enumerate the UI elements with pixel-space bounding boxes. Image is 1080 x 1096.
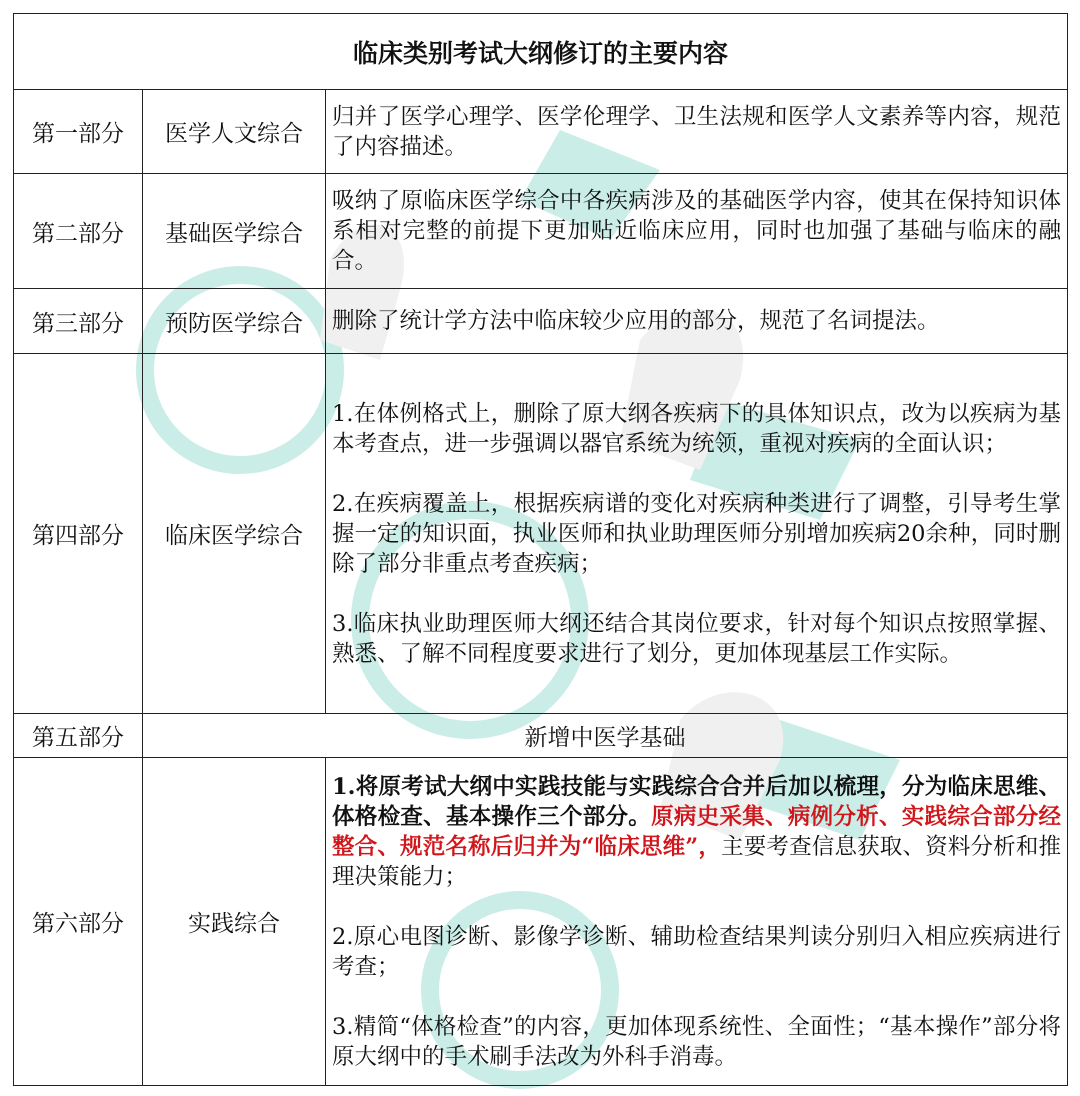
table-row [14, 90, 1068, 174]
paragraph: 3.精简“体格检查”的内容，更加体现系统性、全面性；“基本操作”部分将原大纲中的手术刷手法改为外科手消毒。 [332, 1013, 1062, 1070]
section-description: 归并了医学心理学、医学伦理学、卫生法规和医学人文素养等内容，规范了内容描述。 [326, 90, 1068, 174]
section-description: 1.在体例格式上，删除了原大纲各疾病下的具体知识点，改为以疾病为基本考查点，进一步强调以器官系统为统领，重视对疾病的全面认识； 2.在疾病覆盖上，根据疾病谱的变化对疾病种类进行了调整，引导考生掌握一定的知识面，执业医师和执业助理医师分别增加疾病20余种，同时删除了部分非重点考查疾病； 3.临床执业助理医师大纲还结合其岗位要求，针对每个知识点按照掌握、熟悉、了解不同程度要求进行了划分，更加体现基层工作实际。 [326, 354, 1068, 714]
highlight-text: 原病史采集、病例分析、实践综合部分经整合、规范名称后归并为“临床思维”， [332, 803, 1062, 860]
section-name: 医学人文综合 [143, 90, 326, 174]
section-name: 基础医学综合 [143, 174, 326, 289]
revision-table [13, 13, 1068, 1086]
section-description [326, 758, 1068, 1086]
part-label: 第一部分 [14, 90, 143, 174]
section-name: 临床医学综合 [143, 354, 326, 714]
section-name: 预防医学综合 [143, 289, 326, 354]
table-row [14, 289, 1068, 354]
part-label: 第六部分 [14, 758, 143, 1086]
table-row [14, 714, 1068, 758]
section-name: 实践综合 [143, 758, 326, 1086]
part-label: 第五部分 [14, 714, 143, 758]
part-label: 第三部分 [14, 289, 143, 354]
section-description: 删除了统计学方法中临床较少应用的部分，规范了名词提法。 [326, 289, 1068, 354]
table-title-row [14, 14, 1068, 90]
part-label: 第四部分 [14, 354, 143, 714]
table-row [14, 758, 1068, 1086]
part-label: 第二部分 [14, 174, 143, 289]
table-row [14, 174, 1068, 289]
table-row [14, 354, 1068, 714]
normal-text: 主要考查信息获取、资料分析和推理决策能力； [332, 833, 1062, 890]
paragraph: 2.原心电图诊断、影像学诊断、辅助检查结果判读分别归入相应疾病进行考查； [332, 923, 1062, 980]
table-title: 临床类别考试大纲修订的主要内容 [14, 14, 1068, 90]
section-content: 新增中医学基础 [143, 714, 1068, 758]
bold-text: 1.将原考试大纲中实践技能与实践综合合并后加以梳理，分为临床思维、体格检查、基本操作三个部分。 [332, 773, 1062, 830]
section-description: 吸纳了原临床医学综合中各疾病涉及的基础医学内容，使其在保持知识体系相对完整的前提下更加贴近临床应用，同时也加强了基础与临床的融合。 [326, 174, 1068, 289]
